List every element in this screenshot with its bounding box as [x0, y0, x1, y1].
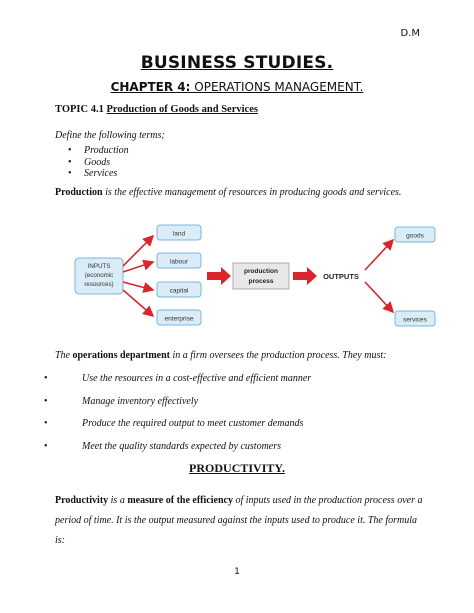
arrow-icon [123, 262, 153, 272]
production-term: Production [55, 187, 103, 198]
topic-number: TOPIC 4.1 [55, 104, 107, 115]
inputs-label: INPUTS [87, 263, 111, 270]
operations-post: in a firm oversees the production process. They must: [170, 350, 387, 361]
list-item: • Use the resources in a cost-effective and efficient manner [44, 372, 311, 395]
arrow-icon [365, 282, 393, 312]
output-label: goods [406, 232, 424, 240]
topic-name: Production of Goods and Services [106, 104, 258, 115]
terms-list [60, 145, 129, 180]
resource-label: land [172, 230, 186, 238]
list-item: • Meet the quality standards expected by customers [44, 440, 311, 463]
arrow-icon [123, 282, 153, 290]
list-item: • Production [60, 145, 129, 157]
productivity-bold: measure of the efficiency [127, 495, 233, 506]
header-initials: D.M [400, 28, 420, 39]
output-label: services [403, 316, 427, 324]
topic-heading [55, 104, 258, 115]
resource-label: enterprise [164, 315, 194, 323]
process-label: process [248, 278, 274, 285]
arrow-icon [123, 290, 153, 316]
outputs-label: OUTPUTS [323, 272, 359, 281]
chapter-name: OPERATIONS MANAGEMENT. [190, 80, 364, 94]
list-item: • Services [60, 168, 129, 180]
operations-pre: The [55, 350, 73, 361]
production-definition [55, 187, 401, 198]
arrow-icon [365, 240, 393, 270]
chapter-heading [0, 80, 474, 94]
list-item: • Produce the required output to meet customer demands [44, 417, 311, 440]
arrow-icon [293, 267, 317, 285]
chapter-label: CHAPTER 4: [110, 80, 191, 94]
operations-bold: operations department [72, 350, 170, 361]
productivity-term: Productivity [55, 495, 109, 506]
productivity-heading: PRODUCTIVITY. [189, 461, 285, 475]
page-number: 1 [234, 567, 240, 577]
inputs-label: resources) [84, 281, 114, 288]
productivity-paragraph [55, 491, 427, 551]
productivity-text-2: of inputs used in the production process over a period of time. It is the output measured against the inputs used to produce it. The formula is: [55, 495, 423, 546]
list-item: • Manage inventory effectively [44, 395, 311, 418]
define-prompt: Define the following terms; [55, 130, 165, 141]
arrow-icon [123, 236, 153, 266]
productivity-text-1: is a [108, 495, 128, 506]
production-process-diagram [55, 210, 445, 330]
operations-paragraph [55, 350, 386, 361]
process-label: production [244, 268, 278, 275]
arrow-icon [207, 267, 231, 285]
musts-list [44, 372, 311, 462]
process-box [233, 263, 289, 289]
list-item: • Goods [60, 157, 129, 169]
resource-label: capital [169, 287, 189, 295]
document-title: BUSINESS STUDIES. [140, 53, 334, 73]
inputs-label: (economic [84, 272, 114, 279]
production-text: is the effective management of resources in producing goods and services. [102, 187, 402, 198]
resource-label: labour [169, 258, 189, 266]
